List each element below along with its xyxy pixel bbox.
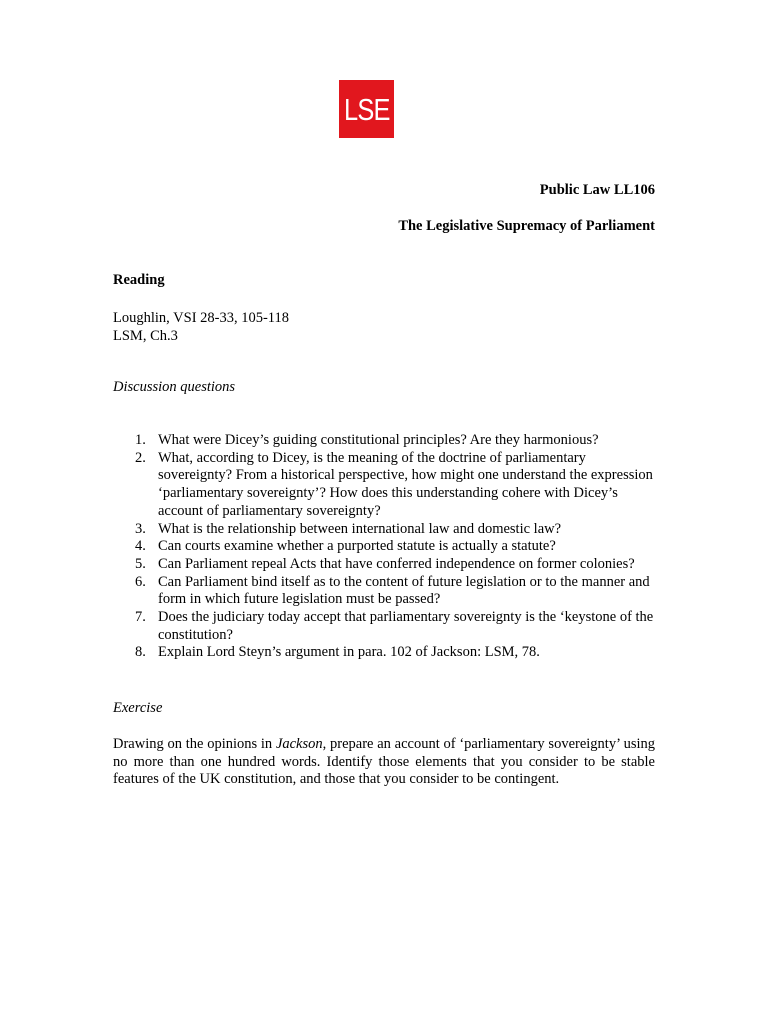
course-title: Public Law LL106	[539, 182, 655, 198]
question-number: 6.	[135, 573, 146, 590]
question-number: 1.	[135, 432, 146, 448]
exercise-heading: Exercise	[113, 700, 163, 716]
reading-heading: Reading	[113, 272, 165, 288]
question-text: Can Parliament repeal Acts that have conferred independence on former colonies?	[158, 555, 635, 572]
question-item	[113, 450, 655, 521]
question-number: 4.	[135, 538, 146, 555]
question-item	[113, 538, 655, 556]
question-item	[113, 574, 655, 609]
reading-list	[113, 309, 289, 345]
question-item	[113, 521, 655, 539]
question-text: What were Dicey’s guiding constitutional principles? Are they harmonious?	[158, 432, 599, 448]
lse-logo-text: LSE	[343, 91, 390, 127]
question-item	[113, 432, 655, 450]
question-item	[113, 644, 655, 662]
question-text: Explain Lord Steyn’s argument in para. 102 of Jackson: LSM, 78.	[158, 644, 540, 661]
discussion-question-list	[113, 432, 655, 662]
topic-title: The Legislative Supremacy of Parliament	[398, 218, 655, 234]
question-number: 7.	[135, 609, 146, 626]
reading-item: LSM, Ch.3	[113, 328, 178, 344]
discussion-heading: Discussion questions	[113, 379, 236, 395]
question-number: 5.	[135, 555, 146, 572]
exercise-case-name: Jackson	[275, 736, 323, 752]
question-item	[113, 609, 655, 644]
question-text: Can Parliament bind itself as to the content of future legislation or to the manner and form in which future legislation must be passed?	[158, 573, 650, 608]
exercise-text-body: , prepare an account of ‘parliamentary sovereignty’ using no more than one hundred words. Identify those elements that you consider to be stable features of the UK constitution, and those that you consider to be contingent.	[113, 736, 655, 788]
question-number: 8.	[135, 644, 146, 661]
question-text: Can courts examine whether a purported statute is actually a statute?	[158, 538, 556, 555]
question-text: Does the judiciary today accept that parliamentary sovereignty is the ‘keystone of the constitution?	[158, 609, 654, 643]
reading-item: Loughlin, VSI 28-33, 105-118	[113, 310, 290, 326]
question-text: What, according to Dicey, is the meaning of the doctrine of parliamentary sovereignty? From a historical perspective, how might one understand the expression ‘parliamentary sovereignty’? How does this understanding cohere with Dicey’s account of parliamentary sovereignty?	[158, 449, 653, 519]
exercise-text	[113, 736, 655, 789]
question-number: 2.	[135, 449, 146, 466]
question-number: 3.	[135, 520, 146, 537]
lse-logo	[339, 80, 394, 138]
exercise-text-intro: Drawing on the opinions in	[113, 736, 276, 752]
question-item	[113, 556, 655, 574]
question-text: What is the relationship between international law and domestic law?	[158, 520, 562, 537]
